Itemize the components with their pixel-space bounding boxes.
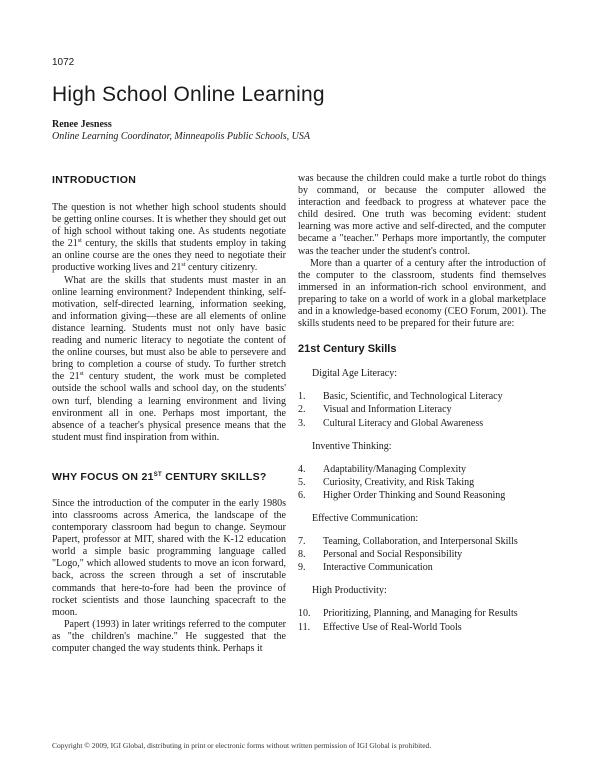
page-number: 1072 [52, 57, 75, 68]
skills-group-inventive-thinking [298, 441, 546, 502]
skill-item: 1. Basic, Scientific, and Technological Literacy [298, 391, 503, 403]
left-column [52, 173, 286, 655]
introduction-paragraph-1: The question is not whether high school students should be getting online courses. It is whether they should get out of high school without taking one. As students negotiate the 21st century, the skills that students employ in taking an online course are the ones they need to negotiate their productive working lives and 21st century citizenry. [52, 202, 286, 274]
author-name: Renee Jesness [52, 119, 112, 130]
skills-group-label: Effective Communication: [312, 512, 419, 524]
skill-item: 6. Higher Order Thinking and Sound Reasoning [298, 489, 506, 501]
author-affiliation: Online Learning Coordinator, Minneapolis Public Schools, USA [52, 131, 310, 142]
article-title: High School Online Learning [52, 83, 325, 106]
copyright-footer: Copyright © 2009, IGI Global, distributing in print or electronic forms without written permission of IGI Global is prohibited. [52, 741, 432, 750]
introduction-heading: INTRODUCTION [52, 174, 137, 186]
skill-item: 9. Interactive Communication [298, 562, 433, 574]
skill-item: 3. Cultural Literacy and Global Awareness [298, 417, 484, 429]
skill-item: 2. Visual and Information Literacy [298, 404, 452, 416]
skill-item: 8. Personal and Social Responsibility [298, 549, 463, 561]
skill-item: 5. Curiosity, Creativity, and Risk Taking [298, 476, 475, 488]
skills-group-label: Inventive Thinking: [312, 440, 392, 452]
skills-heading: 21st Century Skills [298, 343, 397, 356]
skill-item: 7. Teaming, Collaboration, and Interpersonal Skills [298, 536, 518, 548]
continued-paragraph: was because the children could make a turtle robot do things by command, or because the computer allowed the interaction and feedback to progress at whatever pace the child desired. One truth was becoming evident: student learning was more active and self-directed, and the computer became a "teacher." Perhaps more importantly, the computer was the teacher under the student's control. [298, 173, 546, 257]
introduction-paragraph-2: What are the skills that students must master in an online learning environment? Independent thinking, self-motivation, self-directed learning, information seeking, and information giving—these are all elements of online distance learning. Students must not only have basic reading and numeric literacy to negotiate the content of the online courses, but must also be able to persevere and bring to completion a course of study. To further stretch the 21st century student, the work must be completed outside the school walls and school day, on the students' own turf, blending a learning environment and living environment all in one. Perhaps most important, the absence of a teacher's physical presence means that the student must find inspiration from within. [52, 274, 286, 443]
skill-item: 11. Effective Use of Real-World Tools [298, 621, 462, 633]
skill-item: 10. Prioritizing, Planning, and Managing for Results [298, 608, 518, 620]
right-column [298, 173, 546, 635]
why-focus-paragraph-2: Papert (1993) in later writings referred to the computer as "the children's machine." He suggested that the computer changed the way students think. Perhaps it [52, 618, 286, 654]
skills-group-label: Digital Age Literacy: [312, 368, 397, 380]
why-focus-heading: WHY FOCUS ON 21ST CENTURY SKILLS? [52, 470, 267, 483]
skills-group-digital-age-literacy [298, 368, 546, 429]
skills-group-label: High Productivity: [312, 585, 387, 597]
intro-to-skills-paragraph: More than a quarter of a century after the introduction of the computer to the classroom, students find themselves immersed in an information-rich school environment, and preparing to take on a world of work in a global marketplace and in a knowledge-based economy (CEO Forum, 2001). The skills students need to be prepared for their future are: [298, 257, 546, 330]
skills-group-high-productivity [298, 585, 546, 633]
skill-item: 4. Adaptability/Managing Complexity [298, 463, 467, 475]
skills-group-effective-communication [298, 513, 546, 574]
why-focus-paragraph-1: Since the introduction of the computer in the early 1980s into classrooms across America, the landscape of the contemporary classroom had begun to change. Seymour Papert, professor at MIT, shared with the K-12 education world a simple basic programming language called "Logo," which allowed students to move an icon forward, back, across the screen through a set of inscrutable commands that here-to-fore had been the province of rocket scientists and those launching spacecraft to the moon. [52, 497, 286, 618]
